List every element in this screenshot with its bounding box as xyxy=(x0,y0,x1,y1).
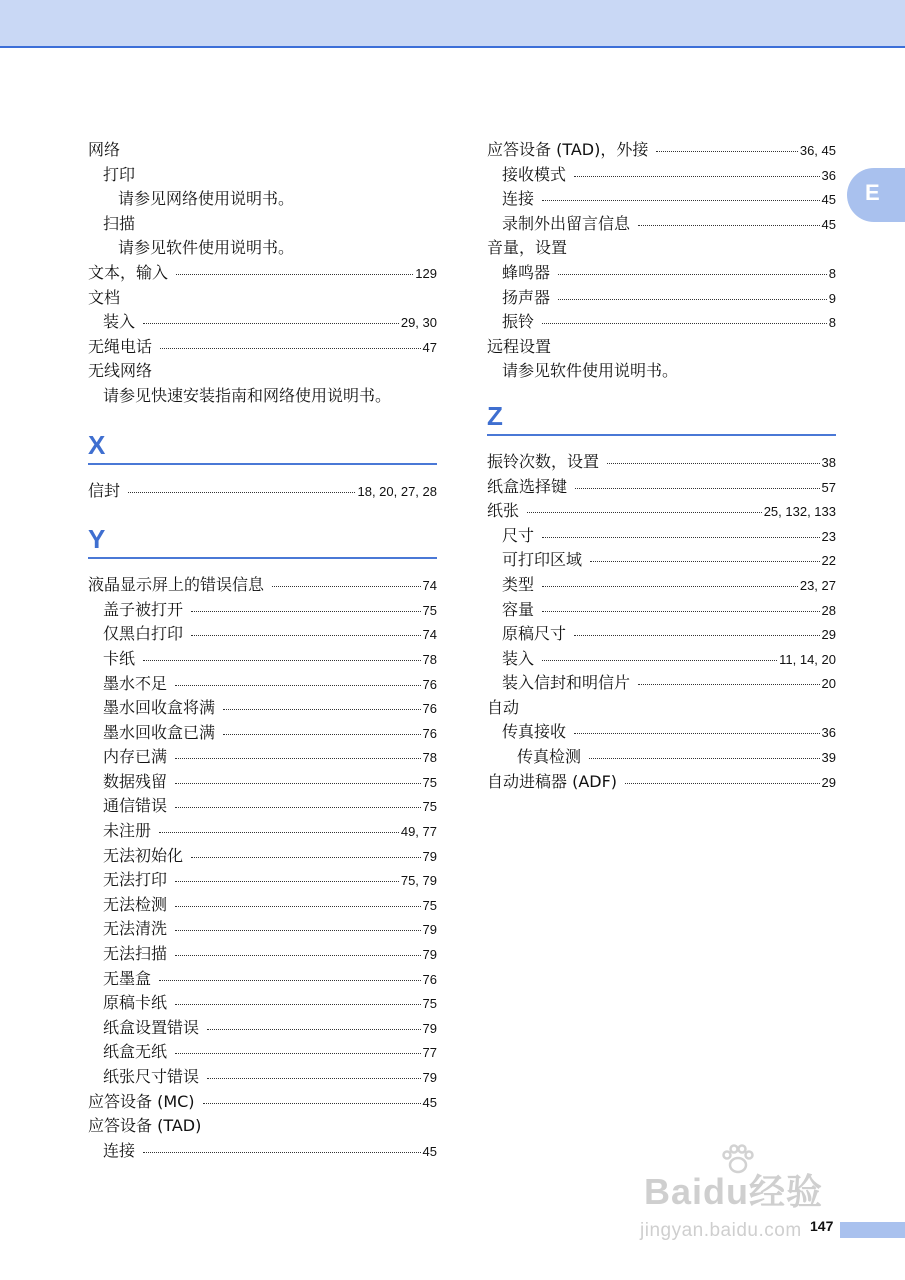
dot-leader xyxy=(223,734,421,735)
index-entry-term: 连接 xyxy=(502,189,535,209)
index-entry-term: 仅黑白打印 xyxy=(103,624,184,644)
index-entry xyxy=(487,696,836,721)
dot-leader xyxy=(159,980,421,981)
dot-leader xyxy=(223,709,421,710)
header-band xyxy=(0,0,905,48)
index-entry-page[interactable]: 8 xyxy=(828,265,836,281)
section-letter-y: Y xyxy=(88,524,106,555)
index-entry-page[interactable]: 75 xyxy=(422,799,437,815)
index-entry-page[interactable]: 79 xyxy=(422,1020,437,1036)
dot-leader xyxy=(272,586,421,587)
index-entry-term: 墨水回收盒将满 xyxy=(103,698,216,718)
index-entry xyxy=(88,1065,437,1090)
dot-leader xyxy=(542,611,820,612)
index-entry-term: 纸盒设置错误 xyxy=(103,1017,200,1037)
index-entry-term: 应答设备 (TAD) xyxy=(88,1116,202,1136)
index-entry-page[interactable]: 76 xyxy=(422,971,437,987)
index-entry-page[interactable]: 36 xyxy=(821,725,836,741)
footer-band xyxy=(840,1222,905,1238)
index-entry-term: 装入 xyxy=(502,648,535,668)
dot-leader xyxy=(191,611,421,612)
dot-leader xyxy=(575,488,820,489)
index-entry-term: 自动 xyxy=(487,697,520,717)
index-entry-page[interactable]: 38 xyxy=(821,454,836,470)
index-entry xyxy=(88,335,437,360)
index-entry xyxy=(487,335,836,360)
dot-leader xyxy=(589,758,820,759)
index-entry-term: 可打印区域 xyxy=(502,550,583,570)
index-entry-page[interactable]: 20 xyxy=(821,676,836,692)
index-entry xyxy=(88,212,437,237)
index-entry xyxy=(487,524,836,549)
index-entry xyxy=(487,450,836,475)
index-entry-term: 蜂鸣器 xyxy=(502,262,551,282)
index-entry-page[interactable]: 75 xyxy=(422,897,437,913)
index-entry-term: 纸盒无纸 xyxy=(103,1042,168,1062)
dot-leader xyxy=(191,857,421,858)
index-entry xyxy=(88,163,437,188)
index-entry-page[interactable]: 79 xyxy=(422,947,437,963)
index-entry xyxy=(88,261,437,286)
index-entry-term: 纸张尺寸错误 xyxy=(103,1067,200,1086)
index-entry-page[interactable]: 29 xyxy=(821,627,836,643)
dot-leader xyxy=(203,1103,421,1104)
section-header-y xyxy=(88,523,437,559)
index-entry xyxy=(88,1114,437,1139)
index-entry-page[interactable]: 76 xyxy=(422,701,437,717)
index-entry-term: 装入信封和明信片 xyxy=(502,673,631,693)
index-entry xyxy=(88,794,437,819)
index-entry-page[interactable]: 79 xyxy=(422,922,437,938)
dot-leader xyxy=(176,274,413,275)
index-entry-term: 类型 xyxy=(502,574,535,594)
index-entry-page[interactable]: 9 xyxy=(828,290,836,306)
index-entry-page[interactable]: 29 xyxy=(821,774,836,790)
dot-leader xyxy=(175,906,421,907)
dot-leader xyxy=(175,685,421,686)
baidu-watermark xyxy=(640,1150,860,1270)
dot-leader xyxy=(175,955,421,956)
index-entry-page[interactable]: 49, 77 xyxy=(400,824,437,840)
index-entry xyxy=(487,770,836,795)
index-entry-page[interactable]: 57 xyxy=(821,479,836,495)
dot-leader xyxy=(638,225,820,226)
entry-group-z xyxy=(487,450,836,794)
index-entry-term: 盖子被打开 xyxy=(103,599,184,619)
index-entry-page[interactable]: 8 xyxy=(828,315,836,331)
index-entry-page[interactable]: 39 xyxy=(821,750,836,766)
index-entry xyxy=(88,1016,437,1041)
dot-leader xyxy=(175,930,421,931)
index-entry-page[interactable]: 45 xyxy=(422,1143,437,1159)
dot-leader xyxy=(160,348,421,349)
dot-leader xyxy=(175,1004,421,1005)
dot-leader xyxy=(143,660,421,661)
watermark-url: jingyan.baidu.com xyxy=(640,1220,802,1241)
index-entry-page[interactable]: 47 xyxy=(422,339,437,355)
index-entry xyxy=(88,286,437,311)
index-entry-page[interactable]: 29, 30 xyxy=(400,315,437,331)
index-entry-page[interactable]: 77 xyxy=(422,1045,437,1061)
dot-leader xyxy=(542,200,820,201)
index-entry xyxy=(88,622,437,647)
index-entry xyxy=(487,138,836,163)
index-entry-term: 墨水不足 xyxy=(103,673,168,693)
section-header-x xyxy=(88,429,437,465)
index-entry-page[interactable]: 25, 132, 133 xyxy=(763,504,836,520)
index-entry-term: 无法打印 xyxy=(103,870,168,890)
index-entry xyxy=(487,475,836,500)
index-entry-term: 文档 xyxy=(88,287,121,307)
dot-leader xyxy=(207,1029,421,1030)
index-entry-term: 文本，输入 xyxy=(88,262,169,282)
section-letter-x: X xyxy=(88,429,106,460)
dot-leader xyxy=(128,492,355,493)
index-entry xyxy=(88,844,437,869)
index-entry xyxy=(88,672,437,697)
index-entry xyxy=(88,573,437,598)
index-entry-term: 未注册 xyxy=(103,821,152,841)
dot-leader xyxy=(207,1078,421,1079)
dot-leader xyxy=(638,684,820,685)
chapter-tab[interactable] xyxy=(847,168,905,222)
index-entry xyxy=(88,721,437,746)
index-entry xyxy=(88,942,437,967)
index-entry-term: 原稿卡纸 xyxy=(103,993,168,1013)
index-entry xyxy=(487,286,836,311)
index-entry-term: 接收模式 xyxy=(502,164,567,184)
index-entry-term: 远程设置 xyxy=(487,336,552,356)
index-entry xyxy=(88,598,437,623)
dot-leader xyxy=(625,783,819,784)
index-entry-term: 无墨盒 xyxy=(103,968,152,988)
index-entry-term: 纸盒选择键 xyxy=(487,476,568,496)
index-entry-term: 无法检测 xyxy=(103,894,168,914)
index-entry xyxy=(88,187,437,212)
entry-group-pre-right xyxy=(487,138,836,384)
index-entry xyxy=(487,671,836,696)
index-entry-term: 通信错误 xyxy=(103,796,168,816)
entry-group-x xyxy=(88,479,437,504)
dot-leader xyxy=(542,586,798,587)
index-entry-page[interactable]: 78 xyxy=(422,651,437,667)
index-entry xyxy=(487,720,836,745)
index-entry-page[interactable]: 36 xyxy=(821,167,836,183)
index-entry-term: 应答设备 (TAD)，外接 xyxy=(487,140,649,159)
index-entry-term: 传真接收 xyxy=(502,722,567,742)
index-entry-page[interactable]: 74 xyxy=(422,578,437,594)
dot-leader xyxy=(590,561,820,562)
index-column-right xyxy=(487,138,836,794)
entry-group-pre-left xyxy=(88,138,437,384)
index-entry xyxy=(487,212,836,237)
dot-leader xyxy=(542,660,777,661)
index-entry-term: 扫描 xyxy=(103,213,136,233)
index-entry xyxy=(487,598,836,623)
dot-leader xyxy=(542,537,820,538)
index-entry-term: 音量，设置 xyxy=(487,238,568,258)
dot-leader xyxy=(143,1152,421,1153)
index-entry-page[interactable]: 36, 45 xyxy=(799,143,836,158)
index-entry-page[interactable]: 76 xyxy=(422,676,437,692)
dot-leader xyxy=(143,323,399,324)
index-entry xyxy=(88,967,437,992)
index-entry xyxy=(487,163,836,188)
index-entry-term: 尺寸 xyxy=(502,525,535,545)
index-entry-page[interactable]: 45 xyxy=(821,192,836,208)
wireless-network-note: 请参见快速安装指南和网络使用说明书。 xyxy=(103,385,392,405)
index-entry xyxy=(88,770,437,795)
index-entry-term: 网络 xyxy=(88,140,121,159)
index-entry xyxy=(88,991,437,1016)
index-entry xyxy=(487,499,836,524)
index-entry xyxy=(487,187,836,212)
dot-leader xyxy=(574,733,820,734)
dot-leader xyxy=(175,758,421,759)
index-entry-term: 连接 xyxy=(103,1140,136,1160)
index-entry-term: 内存已满 xyxy=(103,747,168,767)
index-entry xyxy=(487,622,836,647)
index-entry-page[interactable]: 76 xyxy=(422,725,437,741)
dot-leader xyxy=(574,176,820,177)
index-entry xyxy=(88,745,437,770)
index-entry xyxy=(487,548,836,573)
index-entry-page[interactable]: 23 xyxy=(821,528,836,544)
dot-leader xyxy=(159,832,399,833)
dot-leader xyxy=(558,299,827,300)
index-entry-term: 打印 xyxy=(103,164,136,184)
index-entry xyxy=(487,647,836,672)
index-entry-term: 容量 xyxy=(502,599,535,619)
index-entry-page[interactable]: 78 xyxy=(422,750,437,766)
index-entry-term: 无法扫描 xyxy=(103,944,168,964)
index-entry xyxy=(88,696,437,721)
index-entry-page[interactable]: 75, 79 xyxy=(400,873,437,889)
index-entry xyxy=(88,310,437,335)
section-letter-z: Z xyxy=(487,400,503,431)
index-entry-page[interactable]: 74 xyxy=(422,627,437,643)
index-entry-term: 装入 xyxy=(103,312,136,332)
index-entry-term: 录制外出留言信息 xyxy=(502,213,631,233)
index-entry-page[interactable]: 129 xyxy=(415,265,437,281)
index-entry-term: 无线网络 xyxy=(88,361,153,381)
index-entry-term: 数据残留 xyxy=(103,771,168,791)
index-entry-term: 请参见网络使用说明书。 xyxy=(118,189,295,209)
dot-leader xyxy=(542,323,827,324)
index-entry-term: 传真检测 xyxy=(517,747,582,767)
dot-leader xyxy=(175,881,399,882)
index-entry-term: 应答设备 (MC) xyxy=(88,1091,195,1111)
chapter-tab-letter: E xyxy=(865,180,880,205)
dot-leader xyxy=(175,783,421,784)
index-entry-term: 无法初始化 xyxy=(103,845,184,865)
index-entry xyxy=(88,819,437,844)
index-entry-page[interactable]: 18, 20, 27, 28 xyxy=(357,483,437,499)
index-entry-term: 卡纸 xyxy=(103,648,136,668)
entry-group-y xyxy=(88,573,437,1163)
index-entry-term: 振铃 xyxy=(502,312,535,332)
page-number: 147 xyxy=(810,1218,834,1234)
index-entry xyxy=(88,917,437,942)
dot-leader xyxy=(191,635,421,636)
index-entry-term: 墨水回收盒已满 xyxy=(103,722,216,742)
index-entry xyxy=(88,868,437,893)
index-entry-page[interactable]: 79 xyxy=(422,1070,437,1085)
index-entry-term: 请参见软件使用说明书。 xyxy=(502,361,679,381)
index-entry-term: 无法清洗 xyxy=(103,919,168,939)
index-column-left xyxy=(88,138,437,1163)
index-entry xyxy=(88,893,437,918)
index-entry-page[interactable]: 75 xyxy=(422,602,437,618)
index-entry-page[interactable]: 45 xyxy=(821,216,836,232)
index-entry-page[interactable]: 75 xyxy=(422,996,437,1012)
index-entry xyxy=(88,138,437,163)
index-entry-term: 无绳电话 xyxy=(88,336,153,356)
dot-leader xyxy=(175,807,421,808)
index-entry-term: 振铃次数，设置 xyxy=(487,451,600,471)
index-entry xyxy=(487,310,836,335)
watermark-logo: Baidu经验 xyxy=(644,1171,824,1212)
index-entry-term: 自动进稿器 (ADF) xyxy=(487,771,618,791)
index-entry-term: 信封 xyxy=(88,480,121,500)
index-entry-page[interactable]: 45 xyxy=(422,1094,437,1110)
index-entry-page[interactable]: 22 xyxy=(821,553,836,569)
index-entry xyxy=(88,1040,437,1065)
index-entry xyxy=(88,236,437,261)
index-entry xyxy=(88,359,437,384)
section-header-z xyxy=(487,400,836,436)
index-entry-term: 液晶显示屏上的错误信息 xyxy=(88,575,265,595)
index-entry-page[interactable]: 23, 27 xyxy=(799,577,836,593)
index-entry-page[interactable]: 28 xyxy=(821,602,836,618)
index-entry-term: 原稿尺寸 xyxy=(502,624,567,644)
index-entry-page[interactable]: 79 xyxy=(422,848,437,864)
index-entry xyxy=(88,647,437,672)
dot-leader xyxy=(574,635,820,636)
dot-leader xyxy=(175,1053,421,1054)
index-entry-term: 扬声器 xyxy=(502,287,551,307)
dot-leader xyxy=(527,512,762,513)
dot-leader xyxy=(656,151,797,152)
index-entry xyxy=(487,573,836,598)
index-entry-page[interactable]: 75 xyxy=(422,774,437,790)
dot-leader xyxy=(607,463,820,464)
index-entry xyxy=(487,261,836,286)
index-entry xyxy=(88,479,437,504)
index-entry xyxy=(487,745,836,770)
index-entry-term: 请参见软件使用说明书。 xyxy=(118,238,295,258)
index-entry xyxy=(487,236,836,261)
dot-leader xyxy=(558,274,827,275)
index-entry xyxy=(88,1090,437,1115)
index-entry-term: 纸张 xyxy=(487,501,520,521)
index-entry xyxy=(487,359,836,384)
index-entry xyxy=(88,1139,437,1164)
index-entry-page[interactable]: 11, 14, 20 xyxy=(779,651,836,667)
